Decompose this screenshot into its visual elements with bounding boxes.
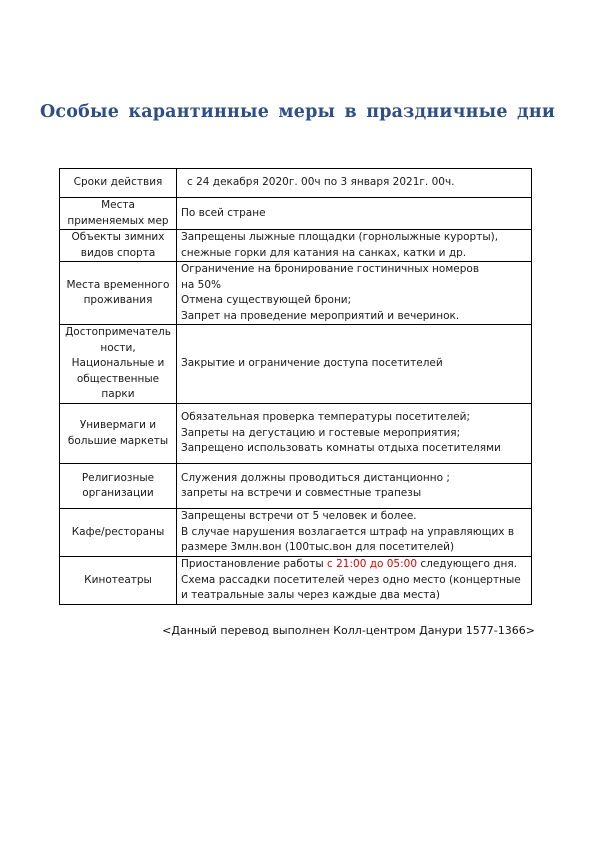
row-value [177, 169, 532, 198]
row-label-line: Сроки действия [73, 176, 163, 189]
highlighted-hours: с 21:00 до 05:00 [327, 558, 418, 570]
row-label-line: Национальные и [71, 357, 165, 370]
table-row [60, 262, 532, 325]
row-label-line: организации [82, 487, 154, 499]
table-row [60, 404, 532, 464]
row-label [60, 557, 177, 605]
row-value-line: Запрет на проведение мероприятий и вечеринок. [181, 309, 460, 322]
row-label-line: Места временного [66, 278, 170, 291]
table-row [60, 169, 532, 198]
value-text: следующего дня. [417, 558, 518, 570]
row-value-line [181, 557, 527, 573]
row-value-line: Запрещено использовать комнаты отдыха посетителями [181, 442, 501, 455]
row-value [177, 404, 532, 464]
row-label-line: видов спорта [80, 246, 156, 259]
row-label [60, 404, 177, 464]
row-value-line: Запрещены лыжные площадки (горнолыжные курорты), [181, 231, 499, 243]
table-row [60, 230, 532, 262]
row-value [177, 464, 532, 509]
quarantine-measures-table [59, 168, 532, 605]
table-row [60, 557, 532, 605]
row-value-line: и театральные залы через каждые два места) [181, 589, 440, 601]
row-label-line: проживания [83, 294, 153, 306]
row-label [60, 169, 177, 198]
table-row [60, 325, 532, 404]
row-value [177, 230, 532, 262]
row-value-line: Обязательная проверка температуры посетителей; [181, 411, 471, 424]
row-value-line: запреты на встречи и совместные трапезы [181, 487, 422, 499]
row-value [177, 262, 532, 325]
row-value-line: Запреты на дегустацию и гостевые мероприятия; [181, 426, 461, 439]
row-value-line: с 24 декабря 2020г. 00ч по 3 января 2021г. 00ч. [187, 176, 455, 189]
table-row [60, 464, 532, 509]
table-row [60, 509, 532, 557]
row-value-line: В случае нарушения возлагается штраф на управляющих в [181, 525, 515, 538]
row-label [60, 464, 177, 509]
translation-credit-note: <Данный перевод выполнен Колл-центром Данури 1577-1366> [162, 624, 535, 637]
page-title: Особые карантинные меры в праздничные дни [39, 102, 556, 122]
row-label [60, 509, 177, 557]
row-value-line: на 50% [181, 278, 221, 291]
row-value [177, 198, 532, 230]
row-value-line: Ограничение на бронирование гостиничных номеров [181, 263, 480, 275]
row-value [177, 325, 532, 404]
row-label-line: Места [101, 199, 135, 211]
row-value-line: Схема рассадки посетителей через одно место (концертные [181, 573, 521, 586]
row-label [60, 262, 177, 325]
row-value-line: Служения должны проводиться дистанционно ; [181, 471, 450, 484]
row-value-line: Отмена существующей брони; [181, 294, 352, 306]
row-label-line: Универмаги и [79, 419, 157, 431]
row-label-line: Кафе/рестораны [71, 525, 165, 538]
value-text: Приостановление работы [181, 558, 328, 570]
row-label-line: Объекты зимних [71, 231, 165, 243]
row-value-line: размере 3млн.вон (100тыс.вон для посетителей) [181, 541, 455, 554]
table-row [60, 198, 532, 230]
row-value [177, 509, 532, 557]
row-value-line: снежные горки для катания на санках, катки и др. [181, 246, 467, 259]
row-label [60, 230, 177, 262]
row-label-line: Религиозные [81, 471, 155, 484]
row-label-line: ности, [100, 341, 136, 354]
row-value-line: По всей стране [181, 206, 266, 219]
row-label-line: парки [101, 388, 135, 401]
row-value-line: Запрещены встречи от 5 человек и более. [181, 510, 417, 523]
row-value [177, 557, 532, 605]
row-label-line: Достопримечатель [65, 326, 171, 339]
row-label-line: Кинотеатры [84, 573, 152, 586]
row-label-line: общественные [76, 372, 160, 385]
row-value-line: Закрытие и ограничение доступа посетителей [181, 357, 443, 370]
row-label-line: большие маркеты [67, 434, 169, 447]
row-label-line: применяемых мер [67, 214, 169, 227]
row-label [60, 325, 177, 404]
row-label [60, 198, 177, 230]
